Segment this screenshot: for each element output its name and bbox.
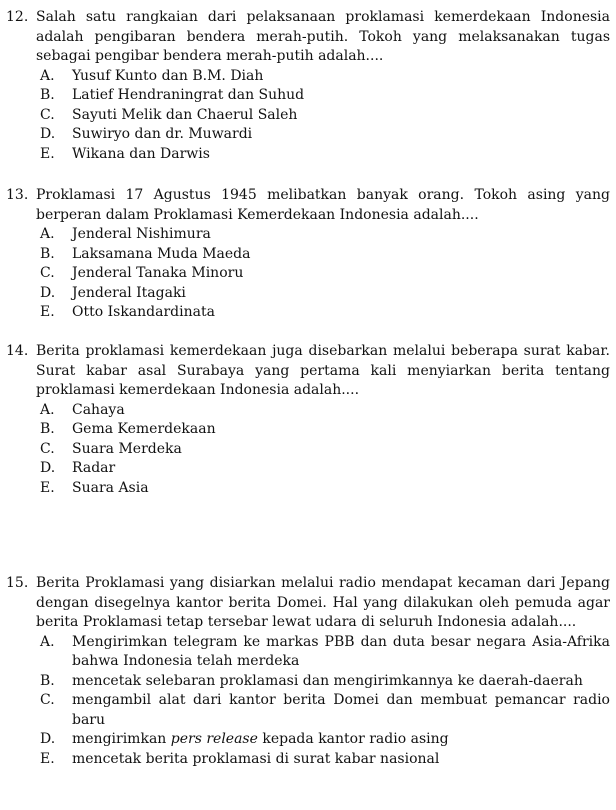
option-b — [0, 245, 616, 265]
question-number: 12. — [6, 9, 29, 25]
option-letter: B. — [40, 87, 55, 103]
option-text: Cahaya — [72, 401, 125, 418]
option-text: Latief Hendraningrat dan Suhud — [72, 87, 305, 103]
option-text-before: mengirimkan — [72, 731, 167, 747]
option-text: Jenderal Itagaki — [72, 284, 186, 301]
option-text-italic: pers release — [170, 731, 258, 747]
option-e — [0, 479, 616, 499]
question-14 — [0, 342, 616, 498]
option-text: Jenderal Nishimura — [72, 226, 211, 242]
option-text-after: kepada kantor radio asing — [262, 731, 449, 747]
question-13 — [0, 186, 616, 323]
option-b — [0, 420, 616, 440]
option-a — [0, 633, 616, 672]
option-letter: A. — [40, 633, 55, 650]
option-letter: E. — [40, 750, 55, 767]
options-list — [0, 225, 616, 323]
option-letter: D. — [40, 284, 56, 301]
option-text: Gema Kemerdekaan — [72, 421, 216, 437]
question-number: 15. — [6, 575, 29, 591]
option-text: Sayuti Melik dan Chaerul Saleh — [72, 106, 298, 123]
option-b — [0, 86, 616, 106]
option-letter: B. — [40, 245, 55, 262]
question-stem — [0, 574, 616, 633]
option-c — [0, 106, 616, 126]
option-d — [0, 125, 616, 145]
option-b — [0, 672, 616, 692]
options-list — [0, 401, 616, 499]
option-text: Laksamana Muda Maeda — [72, 245, 251, 262]
option-c — [0, 691, 616, 730]
option-letter: A. — [40, 401, 55, 418]
option-d — [0, 459, 616, 479]
option-d — [0, 284, 616, 304]
option-a — [0, 401, 616, 421]
option-e — [0, 303, 616, 323]
option-letter: D. — [40, 731, 56, 747]
question-number: 13. — [6, 187, 29, 203]
option-letter: B. — [40, 672, 55, 689]
question-text: Proklamasi 17 Agustus 1945 melibatkan banyak orang. Tokoh asing yang berperan dalam Proklamasi Kemerdekaan Indonesia adalah.... — [36, 187, 610, 223]
option-text: Otto Iskandardinata — [72, 304, 215, 320]
option-c — [0, 440, 616, 460]
question-stem — [0, 342, 616, 401]
option-letter: C. — [40, 692, 55, 708]
option-letter: A. — [40, 67, 55, 84]
option-letter: C. — [40, 440, 55, 457]
option-e — [0, 750, 616, 770]
option-letter: D. — [40, 126, 56, 142]
option-letter: A. — [40, 226, 55, 242]
option-letter: C. — [40, 265, 55, 281]
question-stem — [0, 8, 616, 67]
option-d — [0, 730, 616, 750]
option-text: Wikana dan Darwis — [72, 145, 210, 162]
option-text: Jenderal Tanaka Minoru — [72, 265, 244, 281]
option-text: mencetak berita proklamasi di surat kabar nasional — [72, 750, 440, 767]
option-text: Mengirimkan telegram ke markas PBB dan duta besar negara Asia-Afrika bahwa Indonesia telah merdeka — [72, 633, 610, 669]
option-text: mengambil alat dari kantor berita Domei dan membuat pemancar radio baru — [72, 692, 610, 728]
option-text: Yusuf Kunto dan B.M. Diah — [72, 67, 264, 84]
option-e — [0, 145, 616, 165]
question-text: Salah satu rangkaian dari pelaksanaan proklamasi kemerdekaan Indonesia adalah pengibaran bendera merah-putih. Tokoh yang melaksanakan tugas sebagai pengibar bendera merah-putih adalah.... — [36, 9, 610, 64]
option-a — [0, 225, 616, 245]
question-stem — [0, 186, 616, 225]
question-text: Berita Proklamasi yang disiarkan melalui radio mendapat kecaman dari Jepang dengan disegelnya kantor berita Domei. Hal yang dilakukan oleh pemuda agar berita Proklamasi tetap tersebar lewat udara di seluruh Indonesia adalah.... — [36, 575, 610, 630]
question-12 — [0, 8, 616, 164]
option-letter: C. — [40, 106, 55, 123]
question-text: Berita proklamasi kemerdekaan juga disebarkan melalui beberapa surat kabar. Surat kabar asal Surabaya yang pertama kali menyiarkan berita tentang proklamasi kemerdekaan Indonesia adalah.... — [36, 343, 610, 398]
question-number: 14. — [6, 343, 29, 359]
option-letter: E. — [40, 479, 55, 496]
option-text: Suara Merdeka — [72, 440, 182, 457]
option-text: mencetak selebaran proklamasi dan mengirimkannya ke daerah-daerah — [72, 672, 583, 689]
option-c — [0, 264, 616, 284]
option-a — [0, 67, 616, 87]
options-list — [0, 633, 616, 770]
option-text: Radar — [72, 460, 116, 476]
option-letter: E. — [40, 304, 55, 320]
options-list — [0, 67, 616, 165]
option-letter: E. — [40, 145, 55, 162]
question-15 — [0, 574, 616, 769]
option-letter: B. — [40, 421, 55, 437]
option-text: Suwiryo dan dr. Muwardi — [72, 126, 253, 142]
option-letter: D. — [40, 460, 56, 476]
option-text: Suara Asia — [72, 479, 149, 496]
